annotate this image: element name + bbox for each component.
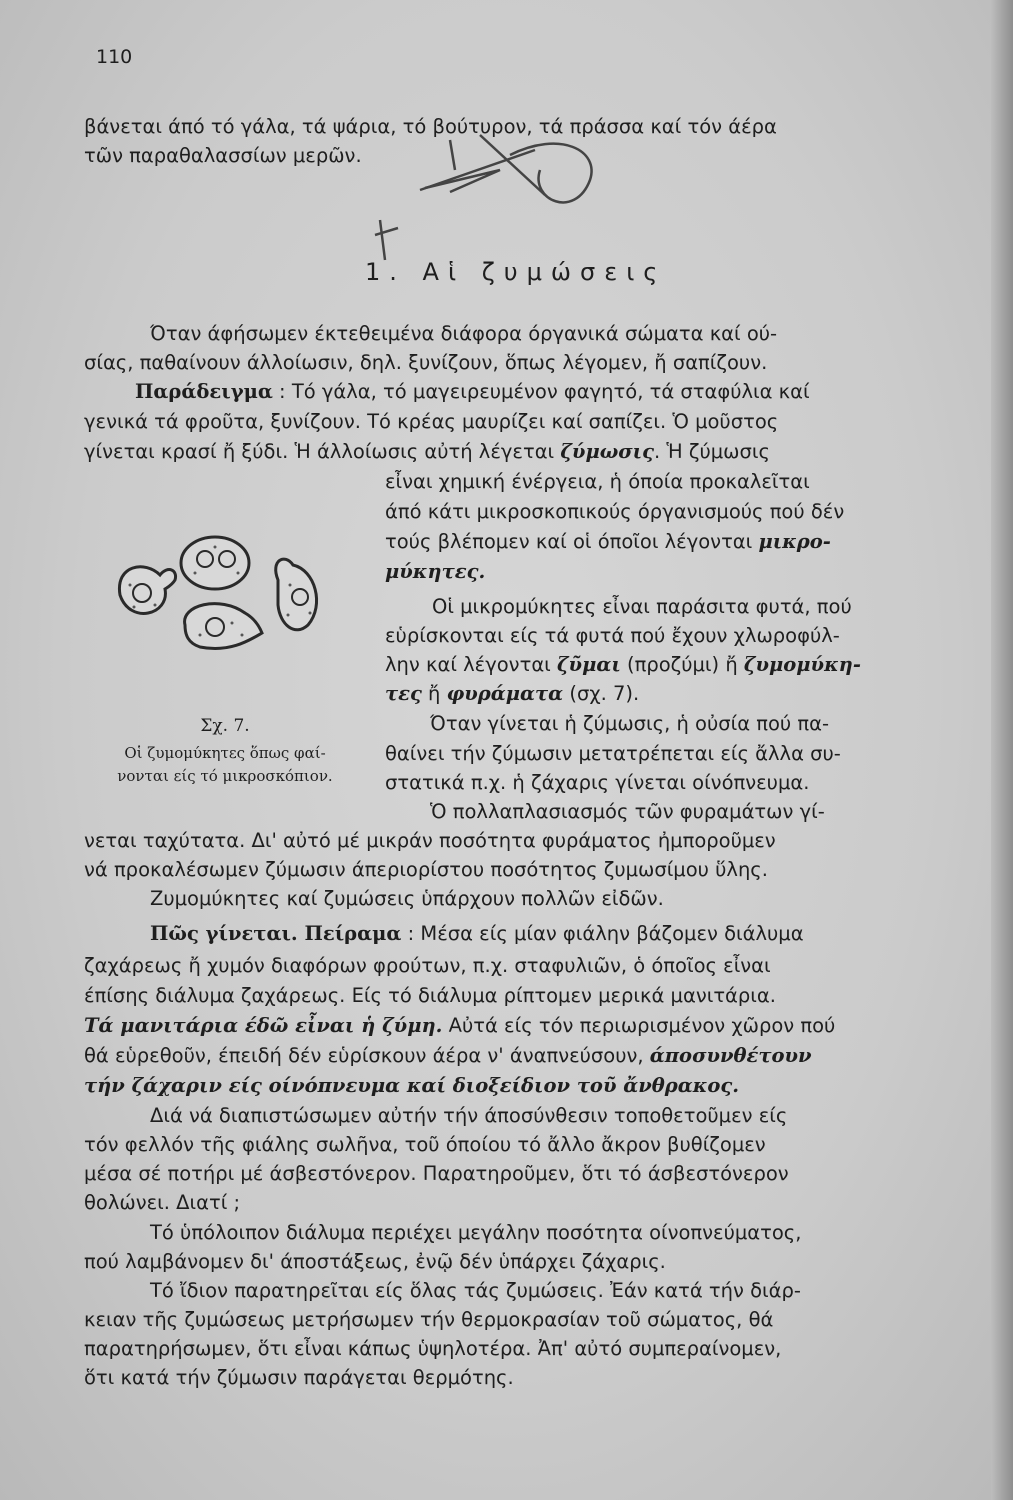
para3-line-6: πού λαμβάνομεν δι' άποστάξεως, ἐνῷ δέν ὑπάρχει ζάχαρις. [84, 1250, 666, 1273]
para3-line-1: Διά νά διαπιστώσωμεν αὐτήν τήν άποσύνθεσιν τοποθετοῦμεν είς [150, 1104, 788, 1127]
para3-line-9: παρατηρήσωμεν, ὅτι εἶναι κάπως ὑψηλοτέρα. Ἀπ' αὐτό συμπεραίνομεν, [84, 1337, 782, 1360]
example-line-1 [135, 377, 912, 407]
para1-line-1: Όταν άφήσωμεν έκτεθειμένα διάφορα όργανικά σώματα καί ού- [150, 322, 778, 345]
col-line-12: Ὁ πολλαπλασιασμός τῶν φυραμάτων γί- [430, 800, 825, 823]
figure-caption-line-2: νονται είς τό μικροσκόπιον. [117, 767, 333, 785]
page-number: 110 [96, 46, 133, 68]
example-line-3 [84, 437, 912, 467]
page-edge-shadow [991, 0, 1013, 1500]
col-line-3 [385, 527, 913, 557]
para3-line-3: μέσα σέ ποτήρι μέ άσβεστόνερον. Παρατηροῦμεν, ὅτι τό άσβεστόνερον [84, 1162, 789, 1185]
how-line-3: έπίσης διάλυμα ζαχάρεως. Είς τό διάλυμα ρίπτομεν μερικά μανιτάρια. [84, 984, 776, 1007]
term-zymosis: ζύμωσις [560, 440, 654, 463]
term-micro-1: μικρο- [758, 530, 831, 553]
col-line-2: άπό κάτι μικροσκοπικούς όργανισμούς πού δέν [385, 500, 845, 523]
example-line-2: γενικά τά φροῦτα, ξυνίζουν. Τό κρέας μαυρίζει καί σαπίζει. Ὁ μοῦστος [84, 410, 779, 433]
term-decomp-1: άποσυνθέτουν [649, 1044, 812, 1067]
para2-line-2: νά προκαλέσωμεν ζύμωσιν άπεριορίστου ποσότητος ζυμωσίμου ὕλης. [84, 858, 768, 881]
how-line-4-post: Αὐτά είς τόν περιωρισμένον χῶρον πού [442, 1014, 836, 1037]
para3-line-4: θολώνει. Διατί ; [84, 1191, 241, 1214]
col-line-1: εἶναι χημική ένέργεια, ἡ όποία προκαλεῖται [385, 470, 810, 493]
how-line-5-pre: θά εὑρεθοῦν, έπειδή δέν εὑρίσκουν άέρα ν' άναπνεύσουν, [84, 1044, 644, 1067]
how-line-6 [84, 1071, 912, 1101]
para1-line-2: σίας, παθαίνουν άλλοίωσιν, δηλ. ξυνίζουν, ὅπως λέγομεν, ἤ σαπίζουν. [84, 351, 768, 374]
how-line-1-text: : Μέσα είς μίαν φιάλην βάζομεν διάλυμα [407, 922, 804, 945]
section-title: 1. Αἱ ζυμώσεις [365, 258, 667, 286]
col-line-8-mid: ἤ [421, 682, 447, 705]
example-line-3-post: . Ἡ ζύμωσις [653, 440, 770, 463]
para3-line-2: τόν φελλόν τῆς φιάλης σωλῆνα, τοῦ όποίου τό ἄλλο ἄκρον βυθίζομεν [84, 1133, 766, 1156]
col-line-7-pre: λην καί λέγονται [385, 653, 551, 676]
col-line-8 [385, 679, 913, 709]
example-line-3-pre: γίνεται κρασί ἤ ξύδι. Ἡ άλλοίωσις αὐτή λέγεται [84, 440, 555, 463]
mushroom-term: Τά μανιτάρια έδῶ εἶναι ἡ ζύμη. [84, 1014, 443, 1037]
intro-line-1: βάνεται άπό τό γάλα, τά ψάρια, τό βούτυρον, τά πράσσα καί τόν άέρα [84, 115, 777, 138]
intro-line-2: τῶν παραθαλασσίων μερῶν. [84, 144, 362, 167]
figure-caption-number: Σχ. 7. [200, 716, 250, 736]
term-decomp-2: τήν ζάχαριν είς οίνόπνευμα καί διοξείδιον τοῦ ἄνθρακος. [84, 1074, 740, 1097]
col-line-6: εὑρίσκονται είς τά φυτά πού ἔχουν χλωροφύλ- [385, 624, 840, 647]
col-line-7 [385, 650, 913, 680]
how-line-4 [84, 1011, 912, 1041]
how-line-5 [84, 1041, 912, 1071]
para3-line-5: Τό ὑπόλοιπον διάλυμα περιέχει μεγάλην ποσότητα οίνοπνεύματος, [150, 1221, 802, 1244]
how-label: Πῶς γίνεται. Πείραμα [150, 922, 402, 945]
para3-line-7: Τό ἴδιον παρατηρεῖται είς ὅλας τάς ζυμώσεις. Ἐάν κατά τήν διάρ- [150, 1279, 801, 1302]
col-line-3-pre: τούς βλέπομεν καί οἱ όποῖοι λέγονται [385, 530, 753, 553]
col-line-11: στατικά π.χ. ἡ ζάχαρις γίνεται οίνόπνευμα. [385, 771, 810, 794]
term-zymai: ζῦμαι [556, 653, 621, 676]
term-fyramata: φυράματα [446, 682, 564, 705]
term-zymomyk: ζυμομύκη- [743, 653, 861, 676]
para3-line-10: ὅτι κατά τήν ζύμωσιν παράγεται θερμότης. [84, 1366, 514, 1389]
figure-caption-line-1: Οἱ ζυμομύκητες ὅπως φαί- [124, 744, 326, 762]
how-line-1 [150, 919, 912, 949]
para3-line-8: κειαν τῆς ζυμώσεως μετρήσωμεν τήν θερμοκρασίαν τοῦ σώματος, θά [84, 1308, 774, 1331]
col-line-4 [385, 557, 913, 587]
term-micro-2: μύκητες. [385, 560, 486, 583]
example-line-1-text: : Τό γάλα, τό μαγειρευμένον φαγητό, τά σταφύλια καί [279, 380, 810, 403]
how-line-2: ζαχάρεως ἤ χυμόν διαφόρων φρούτων, π.χ. σταφυλιῶν, ὁ όποῖος εἶναι [84, 954, 771, 977]
example-label: Παράδειγμα [135, 380, 273, 403]
term-zymomyk-2: τες [385, 682, 422, 705]
col-line-9: Όταν γίνεται ἡ ζύμωσις, ἡ οὐσία πού πα- [430, 712, 830, 735]
col-line-8-post: (σχ. 7). [563, 682, 640, 705]
para2-line-1: νεται ταχύτατα. Δι' αὐτό μέ μικράν ποσότητα φυράματος ἠμποροῦμεν [84, 829, 776, 852]
yeast-cells-figure [100, 525, 330, 675]
col-line-5: Οἱ μικρομύκητες εἶναι παράσιτα φυτά, πού [432, 595, 852, 618]
pencil-scribble [360, 110, 660, 270]
para2-line-3: Ζυμομύκητες καί ζυμώσεις ὑπάρχουν πολλῶν εἰδῶν. [150, 887, 664, 910]
col-line-10: θαίνει τήν ζύμωσιν μετατρέπεται είς ἄλλα συ- [385, 742, 841, 765]
col-line-7-mid: (προζύμι) ἤ [620, 653, 738, 676]
